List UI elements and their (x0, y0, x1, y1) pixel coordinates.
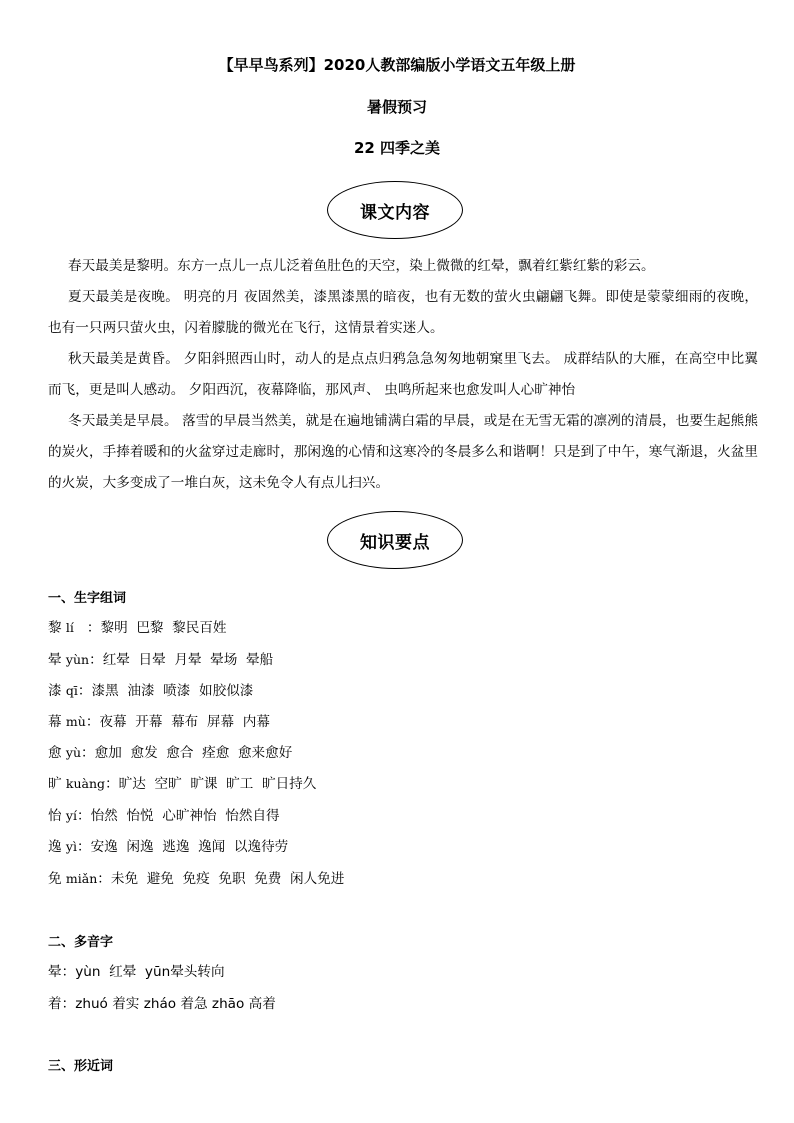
vocab-row (48, 837, 288, 857)
vocab-colon: ： (76, 808, 91, 824)
passage-paragraph-spring: 春天最美是黎明。东方一点儿一点儿泛着鱼肚色的天空，染上微微的红晕，飘着红紫红紫的彩云。 (68, 258, 655, 274)
polyphone-colon: ： (61, 996, 76, 1012)
polyphone-colon: ： (61, 964, 76, 980)
section-heading-vocab: 一、生字组词 (48, 591, 127, 606)
vocab-char: 愈 (48, 745, 62, 761)
vocab-char: 漆 (48, 683, 62, 699)
polyphone-readings: zhuó 着实 zháo 着急 zhāo 高着 (75, 996, 276, 1012)
series-title: 【早早鸟系列】2020人教部编版小学语文五年级上册 (218, 56, 576, 74)
vocab-char: 逸 (48, 839, 62, 855)
polyphone-row (48, 994, 276, 1014)
vocab-char: 晕 (48, 652, 62, 668)
polyphone-char: 着 (48, 996, 62, 1012)
vocab-pinyin: yùn (65, 652, 90, 667)
vocab-colon: ： (105, 776, 119, 792)
vocab-colon: ： (77, 683, 92, 699)
key-points-badge (327, 511, 463, 569)
vocab-words: 黎明 巴黎 黎民百姓 (100, 620, 227, 636)
polyphone-char: 晕 (48, 964, 62, 980)
vocab-colon: ： (97, 871, 111, 887)
vocab-words: 未免 避免 免疫 免职 免费 闲人免进 (110, 871, 345, 887)
key-points-label: 知识要点 (360, 532, 430, 553)
vocab-colon: ： (85, 714, 100, 730)
polyphone-readings: yùn 红晕 yūn晕头转向 (75, 964, 225, 980)
vocab-char: 旷 (48, 776, 62, 792)
vocab-colon: ： (76, 839, 91, 855)
vocab-pinyin: lí (65, 620, 74, 635)
vocab-words: 夜幕 开幕 幕布 屏幕 内幕 (99, 714, 270, 730)
vocab-words: 旷达 空旷 旷课 旷工 旷日持久 (118, 776, 317, 792)
passage-paragraph-summer: 夏天最美是夜晚。 明亮的月 夜固然美，漆黑漆黑的暗夜，也有无数的萤火虫翩翩飞舞。即使是蒙蒙细雨的夜晚，也有一只两只萤火虫，闪着朦胧的微光在飞行，这情景着实迷人。 (48, 289, 758, 336)
vocab-pinyin: kuàng (65, 776, 106, 791)
vocab-row (48, 712, 270, 732)
vocab-row (48, 806, 280, 826)
vocab-pinyin: miǎn (65, 871, 98, 886)
subtitle: 暑假预习 (366, 98, 427, 116)
vocab-words: 怡然 怡悦 心旷神怡 怡然自得 (90, 808, 280, 824)
vocab-words: 愈加 愈发 愈合 痊愈 愈来愈好 (94, 745, 293, 761)
passage-paragraph-winter: 冬天最美是早晨。 落雪的早晨当然美，就是在遍地铺满白霜的早晨，或是在无雪无霜的凛冽的清晨，也要生起熊熊的炭火，手捧着暖和的火盆穿过走廊时，那闲逸的心情和这寒冷的冬晨多么和谐啊！只是到了中午，寒气渐退，火盆里的火炭，大多变成了一堆白灰，这未免令人有点儿扫兴。 (48, 413, 758, 491)
vocab-pinyin: yì (65, 839, 77, 854)
vocab-char: 免 (48, 871, 62, 887)
vocab-row (48, 618, 227, 638)
vocab-pinyin: yí (65, 808, 77, 823)
text-content-badge (327, 181, 463, 239)
section-heading-polyphones: 二、多音字 (48, 935, 114, 950)
vocab-char: 黎 (48, 620, 62, 636)
vocab-row (48, 650, 273, 670)
vocab-colon: ： (81, 745, 95, 761)
vocab-words: 漆黑 油漆 喷漆 如胶似漆 (91, 683, 254, 699)
vocab-row (48, 774, 316, 794)
vocab-pinyin: yù (65, 745, 82, 760)
text-content-label: 课文内容 (360, 202, 430, 223)
vocab-row (48, 869, 344, 889)
vocab-char: 怡 (48, 808, 62, 824)
vocab-row (48, 681, 253, 701)
vocab-words: 安逸 闲逸 逃逸 逸闻 以逸待劳 (90, 839, 289, 855)
lesson-title: 22 四季之美 (353, 139, 441, 157)
section-heading-similar-words: 三、形近词 (48, 1059, 114, 1074)
polyphone-row (48, 962, 225, 982)
vocab-colon: ： (89, 652, 103, 668)
vocab-pinyin: mù (65, 714, 86, 729)
vocab-char: 幕 (48, 714, 62, 730)
vocab-row (48, 743, 292, 763)
vocab-pinyin: qī (65, 683, 78, 698)
passage-paragraph-autumn: 秋天最美是黄昏。 夕阳斜照西山时，动人的是点点归鸦急急匆匆地朝窠里飞去。 成群结队的大雁，在高空中比翼而飞，更是叫人感动。 夕阳西沉，夜幕降临，那风声、 虫鸣所起来也愈发叫人心旷神怡 (48, 351, 758, 398)
vocab-colon: ： (73, 620, 101, 636)
vocab-words: 红晕 日晕 月晕 晕场 晕船 (102, 652, 274, 668)
